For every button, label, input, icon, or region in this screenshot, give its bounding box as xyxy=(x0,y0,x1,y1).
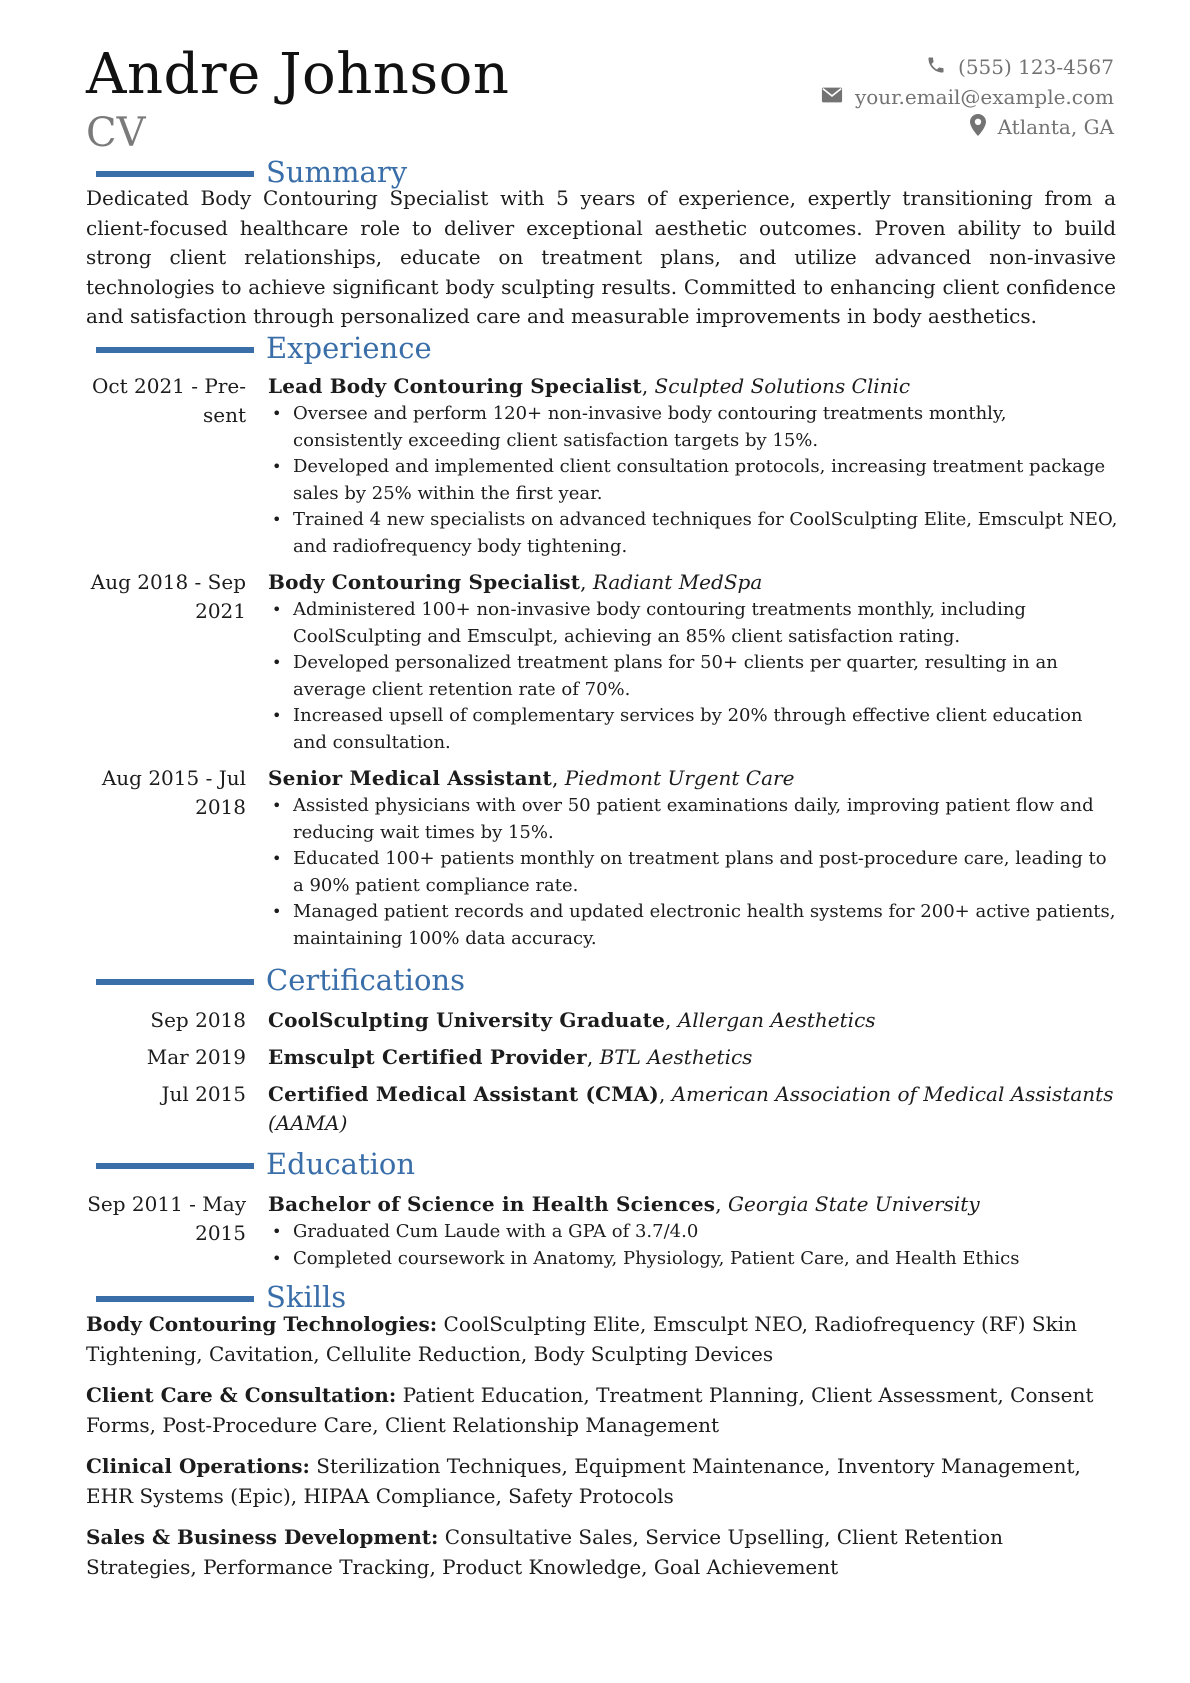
entry-date: Aug 2015 - Jul 2018 xyxy=(101,766,246,819)
job-title: Lead Body Contouring Specialist xyxy=(268,374,642,398)
map-pin-icon xyxy=(970,114,998,141)
employer: Piedmont Urgent Care xyxy=(564,766,795,790)
section-rule xyxy=(96,171,254,177)
list-item: • Graduated Cum Laude with a GPA of 3.7/4.0 xyxy=(268,1219,1118,1246)
certification-name: Certified Medical Assistant (CMA) xyxy=(268,1082,659,1106)
skill-list: Patient Education, Treatment Planning, Client Assessment, Consent Forms, Post-Procedure Care, Client Relationship Management xyxy=(86,1383,1094,1437)
list-item: • Developed personalized treatment plans for 50+ clients per quarter, resulting in an average client retention rate of 70%. xyxy=(268,650,1118,703)
skill-category: Body Contouring Technologies: xyxy=(86,1312,438,1336)
certifications-heading xyxy=(96,962,465,998)
skill-category: Clinical Operations: xyxy=(86,1454,310,1478)
entry-heading: Bachelor of Science in Health Sciences, Georgia State University xyxy=(268,1192,980,1216)
candidate-name: Andre Johnson xyxy=(86,42,510,107)
skill-group xyxy=(86,1381,1116,1440)
section-title: Experience xyxy=(266,331,432,365)
location-text: Atlanta, GA xyxy=(997,115,1114,139)
issuer: American Association of Medical Assistants (AAMA) xyxy=(268,1082,1114,1135)
entry-heading: Emsculpt Certified Provider, BTL Aesthetics xyxy=(268,1045,753,1069)
entry-heading: Lead Body Contouring Specialist, Sculpted Solutions Clinic xyxy=(268,374,911,398)
list-item: • Completed coursework in Anatomy, Physiology, Patient Care, and Health Ethics xyxy=(268,1246,1118,1273)
certification-name: Emsculpt Certified Provider xyxy=(268,1045,587,1069)
list-item: • Educated 100+ patients monthly on treatment plans and post-procedure care, leading to a 90% patient compliance rate. xyxy=(268,846,1118,899)
skill-category: Sales & Business Development: xyxy=(86,1525,439,1549)
section-title: Skills xyxy=(266,1280,347,1314)
list-item: • Oversee and perform 120+ non-invasive body contouring treatments monthly, consistently exceeding client satisfaction targets by 15%. xyxy=(268,401,1118,454)
education-heading xyxy=(96,1146,415,1182)
entry-content xyxy=(268,568,1118,756)
section-title: Education xyxy=(266,1147,416,1181)
phone-text[interactable]: (555) 123-4567 xyxy=(958,55,1114,79)
section-rule xyxy=(96,347,254,353)
list-item: • Developed and implemented client consultation protocols, increasing treatment package sales by 25% within the first year. xyxy=(268,454,1118,507)
list-item: • Assisted physicians with over 50 patient examinations daily, improving patient flow and reducing wait times by 15%. xyxy=(268,793,1118,846)
contact-info xyxy=(821,52,1114,142)
entry-date: Sep 2011 - May 2015 xyxy=(87,1192,246,1245)
entry-date: Aug 2018 - Sep 2021 xyxy=(90,570,246,623)
entry-date: Jul 2015 xyxy=(161,1082,246,1106)
section-rule xyxy=(96,979,254,985)
entry-heading: CoolSculpting University Graduate, Allergan Aesthetics xyxy=(268,1008,876,1032)
section-rule xyxy=(96,1163,254,1169)
location-row xyxy=(821,112,1114,142)
entry-content xyxy=(268,1190,1118,1272)
skill-group xyxy=(86,1523,1116,1582)
email-text[interactable]: your.email@example.com xyxy=(854,85,1114,109)
bullet-list xyxy=(268,597,1118,756)
issuer: Allergan Aesthetics xyxy=(677,1008,876,1032)
employer: Sculpted Solutions Clinic xyxy=(654,374,911,398)
list-item: • Administered 100+ non-invasive body contouring treatments monthly, including CoolSculpting and Emsculpt, achieving an 85% client satisfaction rating. xyxy=(268,597,1118,650)
entry-date: Sep 2018 xyxy=(150,1008,246,1032)
document-type: CV xyxy=(86,110,146,156)
section-rule xyxy=(96,1296,254,1302)
email-row xyxy=(821,82,1114,112)
skill-group xyxy=(86,1310,1116,1369)
phone-icon xyxy=(926,55,958,80)
bullet-list xyxy=(268,793,1118,952)
list-item: • Trained 4 new specialists on advanced techniques for CoolSculpting Elite, Emsculpt NEO, and radiofrequency body tightening. xyxy=(268,507,1118,560)
entry-heading: Body Contouring Specialist, Radiant MedSpa xyxy=(268,570,763,594)
skill-list: CoolSculpting Elite, Emsculpt NEO, Radiofrequency (RF) Skin Tightening, Cavitation, Cellulite Reduction, Body Sculpting Devices xyxy=(86,1312,1078,1366)
envelope-icon xyxy=(821,85,855,109)
experience-heading xyxy=(96,330,432,366)
job-title: Body Contouring Specialist xyxy=(268,570,581,594)
bullet-list xyxy=(268,1219,1118,1272)
job-title: Senior Medical Assistant xyxy=(268,766,552,790)
summary-text: Dedicated Body Contouring Specialist with 5 years of experience, expertly transitioning from a client-focused healthcare role to deliver exceptional aesthetic outcomes. Proven ability to build strong client relationships, educate on treatment plans, and utilize advanced non-invasive technologies to achieve significant body sculpting results. Committed to enhancing client confidence and satisfaction through personalized care and measurable improvements in body aesthetics. xyxy=(86,186,1116,328)
entry-content xyxy=(268,764,1118,952)
entry-heading: Certified Medical Assistant (CMA), American Association of Medical Assistants (AAMA) xyxy=(268,1082,1114,1135)
entry-date: Mar 2019 xyxy=(146,1045,246,1069)
skill-list: Consultative Sales, Service Upselling, Client Retention Strategies, Performance Tracking, Product Knowledge, Goal Achievement xyxy=(86,1525,1003,1579)
list-item: • Increased upsell of complementary services by 20% through effective client education and consultation. xyxy=(268,703,1118,756)
degree: Bachelor of Science in Health Sciences xyxy=(268,1192,716,1216)
entry-content xyxy=(268,1043,1118,1072)
entry-content xyxy=(268,1006,1118,1035)
skill-group xyxy=(86,1452,1116,1511)
bullet-list xyxy=(268,401,1118,560)
certification-name: CoolSculpting University Graduate xyxy=(268,1008,666,1032)
school: Georgia State University xyxy=(728,1192,980,1216)
entry-content xyxy=(268,372,1118,560)
phone-row xyxy=(821,52,1114,82)
entry-content xyxy=(268,1080,1118,1138)
section-title: Summary xyxy=(266,155,408,189)
entry-heading: Senior Medical Assistant, Piedmont Urgent Care xyxy=(268,766,795,790)
skill-list: Sterilization Techniques, Equipment Maintenance, Inventory Management, EHR Systems (Epic), HIPAA Compliance, Safety Protocols xyxy=(86,1454,1081,1508)
issuer: BTL Aesthetics xyxy=(599,1045,753,1069)
employer: Radiant MedSpa xyxy=(592,570,763,594)
entry-date: Oct 2021 - Pre- sent xyxy=(92,374,246,427)
skill-category: Client Care & Consultation: xyxy=(86,1383,397,1407)
list-item: • Managed patient records and updated electronic health systems for 200+ active patients, maintaining 100% data accuracy. xyxy=(268,899,1118,952)
section-title: Certifications xyxy=(266,963,465,997)
